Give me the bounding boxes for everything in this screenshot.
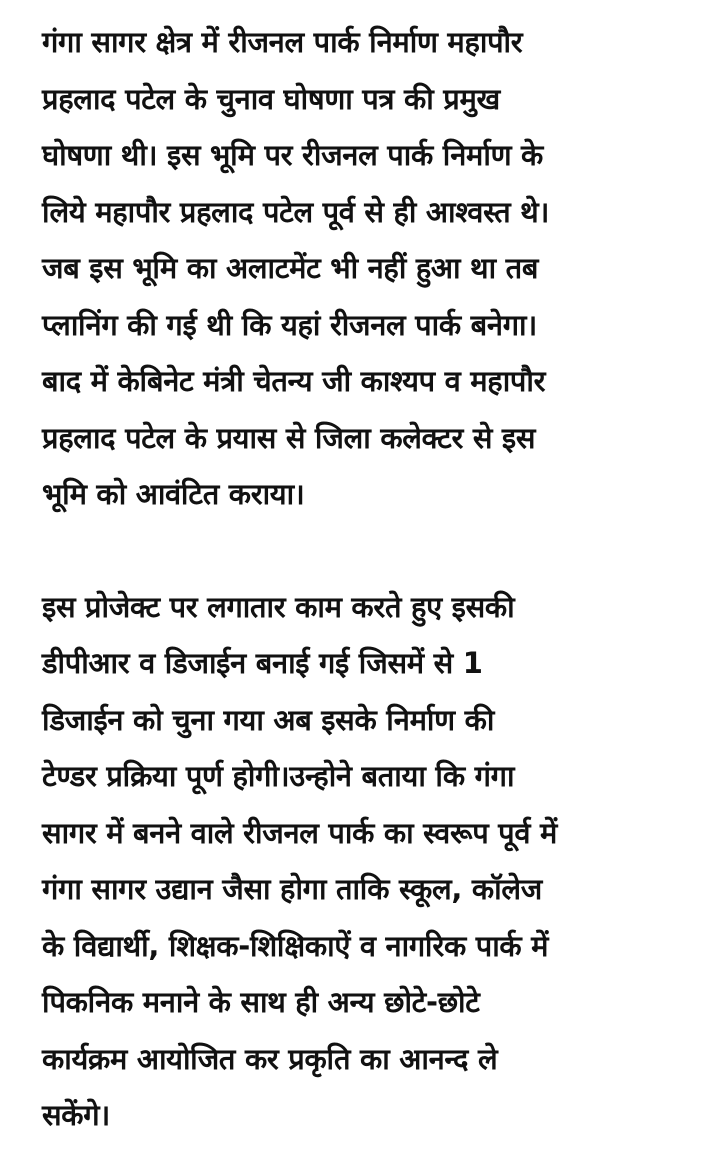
text-line: भूमि को आवंटित कराया।	[42, 477, 305, 511]
text-line: गंगा सागर उद्यान जैसा होगा ताकि स्कूल, कॉलेज	[42, 872, 542, 906]
text-line: सागर में बनने वाले रीजनल पार्क का स्वरूप पूर्व में	[42, 815, 557, 850]
text-line: लिये महापौर प्रहलाद पटेल पूर्व से ही आश्वस्त थे।	[42, 194, 550, 229]
text-line: डीपीआर व डिजाईन बनाई गई जिसमें से 1	[42, 646, 483, 680]
text-line: प्लानिंग की गई थी कि यहां रीजनल पार्क बनेगा।	[42, 307, 537, 342]
text-line: जब इस भूमि का अलाटमेंट भी नहीं हुआ था तब	[42, 251, 539, 285]
text-line: प्रहलाद पटेल के चुनाव घोषणा पत्र की प्रमुख	[42, 81, 500, 116]
text-line: गंगा सागर क्षेत्र में रीजनल पार्क निर्माण महापौर	[42, 25, 523, 59]
text-line: प्रहलाद पटेल के प्रयास से जिला कलेक्टर से इस	[42, 420, 536, 455]
text-line: पिकनिक मनाने के साथ ही अन्य छोटे-छोटे	[42, 985, 480, 1019]
text-line: कार्यक्रम आयोजित कर प्रकृति का आनन्द ले	[42, 1041, 498, 1076]
text-line: डिजाईन को चुना गया अब इसके निर्माण की	[42, 702, 495, 737]
article-paragraph-1	[42, 14, 686, 523]
text-line: टेण्डर प्रक्रिया पूर्ण होगी।उन्होने बताया कि गंगा	[42, 759, 515, 793]
text-line: बाद में केबिनेट मंत्री चेतन्य जी काश्यप व महापौर	[42, 364, 546, 398]
text-line: घोषणा थी। इस भूमि पर रीजनल पार्क निर्माण के	[42, 138, 544, 172]
text-line: इस प्रोजेक्ट पर लगातार काम करते हुए इसकी	[42, 589, 515, 624]
text-line: के विद्यार्थी, शिक्षक-शिक्षिकाऐं व नागरिक पार्क में	[42, 928, 549, 963]
text-line: सकेंगे।	[42, 1098, 110, 1132]
paragraph-gap	[42, 523, 686, 579]
article-paragraph-2	[42, 579, 686, 1144]
